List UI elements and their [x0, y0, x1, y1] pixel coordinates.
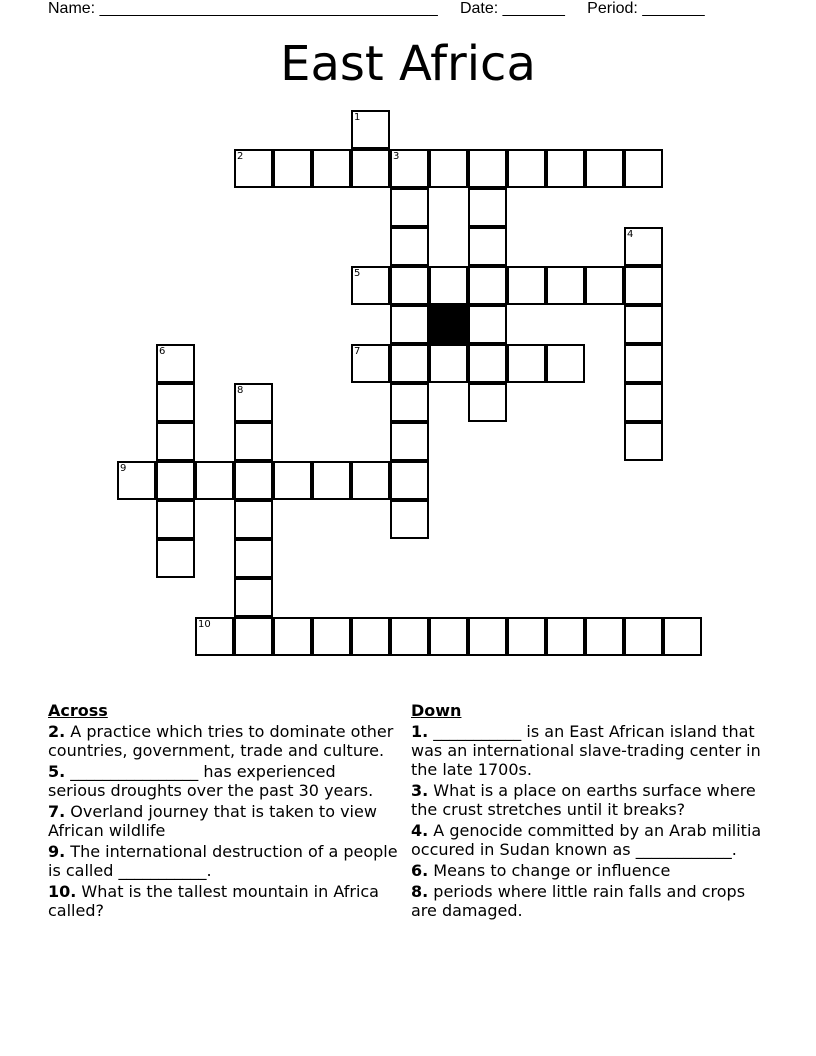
- crossword-cell[interactable]: [390, 344, 429, 383]
- crossword-cell[interactable]: [468, 266, 507, 305]
- crossword-cell[interactable]: [429, 149, 468, 188]
- clue-across-9: [48, 842, 398, 880]
- cell-number: 1: [354, 112, 361, 123]
- clue-down-6: [411, 861, 771, 880]
- crossword-cell[interactable]: [234, 539, 273, 578]
- crossword-cell[interactable]: [390, 227, 429, 266]
- crossword-cell[interactable]: [429, 344, 468, 383]
- across-clues: [48, 701, 398, 922]
- cell-number: 7: [354, 346, 361, 357]
- crossword-cell[interactable]: [351, 149, 390, 188]
- crossword-cell[interactable]: [273, 149, 312, 188]
- period-field-label[interactable]: Period: _______: [587, 0, 705, 17]
- clue-across-2: [48, 722, 398, 760]
- crossword-cell[interactable]: [546, 344, 585, 383]
- crossword-cell[interactable]: [234, 149, 273, 188]
- crossword-cell[interactable]: [312, 617, 351, 656]
- cell-number: 10: [198, 619, 211, 630]
- clue-down-1: [411, 722, 771, 779]
- clue-text: Overland journey that is taken to view African wildlife: [48, 802, 377, 840]
- crossword-cell[interactable]: [390, 500, 429, 539]
- cell-number: 2: [237, 151, 244, 162]
- clue-number: 10.: [48, 882, 77, 901]
- clue-number: 7.: [48, 802, 66, 821]
- crossword-cell[interactable]: [585, 266, 624, 305]
- crossword-cell[interactable]: [156, 383, 195, 422]
- clue-number: 9.: [48, 842, 66, 861]
- crossword-cell[interactable]: [468, 305, 507, 344]
- cell-number: 5: [354, 268, 361, 279]
- crossword-cell[interactable]: [312, 461, 351, 500]
- crossword-cell[interactable]: [624, 383, 663, 422]
- crossword-cell[interactable]: [156, 461, 195, 500]
- crossword-cell[interactable]: [351, 266, 390, 305]
- crossword-cell[interactable]: [156, 500, 195, 539]
- clue-down-8: [411, 882, 771, 920]
- clue-down-3: [411, 781, 771, 819]
- date-field-label[interactable]: Date: _______: [459, 0, 565, 17]
- crossword-cell[interactable]: [468, 344, 507, 383]
- crossword-cell[interactable]: [390, 305, 429, 344]
- crossword-cell[interactable]: [546, 617, 585, 656]
- crossword-cell[interactable]: [351, 344, 390, 383]
- crossword-cell[interactable]: [351, 461, 390, 500]
- crossword-cell[interactable]: [468, 383, 507, 422]
- crossword-cell[interactable]: [546, 266, 585, 305]
- crossword-cell[interactable]: [234, 617, 273, 656]
- clue-across-7: [48, 802, 398, 840]
- crossword-cell[interactable]: [468, 188, 507, 227]
- crossword-cell[interactable]: [624, 422, 663, 461]
- crossword-cell[interactable]: [507, 617, 546, 656]
- clue-number: 5.: [48, 762, 66, 781]
- crossword-cell[interactable]: [468, 149, 507, 188]
- clue-across-10: [48, 882, 398, 920]
- crossword-cell[interactable]: [585, 149, 624, 188]
- crossword-cell[interactable]: [624, 344, 663, 383]
- crossword-cell[interactable]: [351, 617, 390, 656]
- crossword-cell[interactable]: [624, 227, 663, 266]
- crossword-cell[interactable]: [663, 617, 702, 656]
- crossword-cell[interactable]: [546, 149, 585, 188]
- page-title: East Africa: [280, 36, 536, 92]
- clue-text: What is a place on earths surface where the crust stretches until it breaks?: [411, 781, 756, 819]
- crossword-cell[interactable]: [390, 149, 429, 188]
- clue-down-4: [411, 821, 771, 859]
- clue-number: 2.: [48, 722, 66, 741]
- clue-text: Means to change or influence: [428, 861, 671, 880]
- crossword-cell[interactable]: [429, 266, 468, 305]
- crossword-cell[interactable]: [234, 422, 273, 461]
- down-heading: Down: [411, 701, 462, 720]
- crossword-cell[interactable]: [156, 539, 195, 578]
- cell-number: 9: [120, 463, 127, 474]
- crossword-cell[interactable]: [273, 617, 312, 656]
- clue-number: 4.: [411, 821, 429, 840]
- cell-number: 4: [627, 229, 634, 240]
- clue-number: 6.: [411, 861, 429, 880]
- crossword-cell[interactable]: [351, 110, 390, 149]
- down-clues: [411, 701, 771, 922]
- crossword-cell[interactable]: [234, 578, 273, 617]
- crossword-cell[interactable]: [390, 383, 429, 422]
- across-heading: Across: [48, 701, 108, 720]
- crossword-cell[interactable]: [624, 305, 663, 344]
- crossword-cell[interactable]: [390, 617, 429, 656]
- crossword-cell[interactable]: [312, 149, 351, 188]
- cell-number: 6: [159, 346, 166, 357]
- clue-text: The international destruction of a people is called ___________.: [48, 842, 398, 880]
- crossword-cell[interactable]: [390, 188, 429, 227]
- clue-number: 8.: [411, 882, 429, 901]
- clue-across-5: [48, 762, 398, 800]
- crossword-cell[interactable]: [156, 344, 195, 383]
- crossword-cell[interactable]: [429, 617, 468, 656]
- clue-text: ___________ is an East African island that was an international slave-trading center in the late 1700s.: [411, 722, 761, 779]
- clue-text: A practice which tries to dominate other countries, government, trade and culture.: [48, 722, 394, 760]
- crossword-cell[interactable]: [273, 461, 312, 500]
- crossword-cell[interactable]: [234, 461, 273, 500]
- crossword-cell[interactable]: [624, 617, 663, 656]
- name-field-label[interactable]: Name: ______________________________________: [48, 0, 438, 17]
- crossword-cell[interactable]: [117, 461, 156, 500]
- clue-text: periods where little rain falls and crops are damaged.: [411, 882, 746, 920]
- clue-text: What is the tallest mountain in Africa called?: [48, 882, 379, 920]
- crossword-cell[interactable]: [507, 149, 546, 188]
- crossword-cell[interactable]: [468, 227, 507, 266]
- clue-number: 1.: [411, 722, 429, 741]
- crossword-cell[interactable]: [624, 266, 663, 305]
- cell-number: 8: [237, 385, 244, 396]
- crossword-cell[interactable]: [156, 422, 195, 461]
- crossword-cell[interactable]: [507, 266, 546, 305]
- crossword-cell[interactable]: [195, 617, 234, 656]
- crossword-cell[interactable]: [390, 266, 429, 305]
- crossword-black-cell: [429, 305, 468, 344]
- crossword-cell[interactable]: [390, 461, 429, 500]
- crossword-cell[interactable]: [468, 617, 507, 656]
- clue-text: ________________ has experienced serious droughts over the past 30 years.: [48, 762, 374, 800]
- clue-text: A genocide committed by an Arab militia occured in Sudan known as ____________.: [411, 821, 762, 859]
- crossword-cell[interactable]: [234, 383, 273, 422]
- clue-number: 3.: [411, 781, 429, 800]
- crossword-cell[interactable]: [234, 500, 273, 539]
- crossword-cell[interactable]: [507, 344, 546, 383]
- cell-number: 3: [393, 151, 400, 162]
- crossword-cell[interactable]: [195, 461, 234, 500]
- crossword-cell[interactable]: [585, 617, 624, 656]
- crossword-cell[interactable]: [390, 422, 429, 461]
- crossword-cell[interactable]: [624, 149, 663, 188]
